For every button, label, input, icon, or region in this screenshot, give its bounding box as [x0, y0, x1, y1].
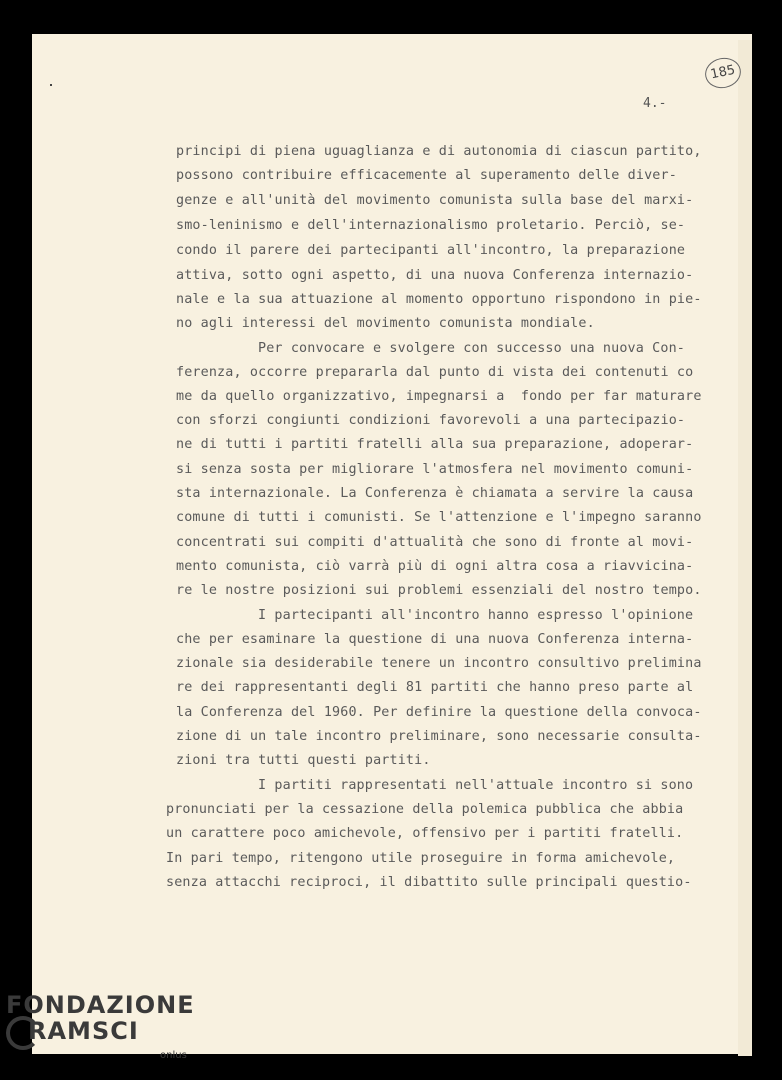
- text-line: senza attacchi reciproci, il dibattito sulle principali questio-: [166, 875, 692, 890]
- text-line: me da quello organizzativo, impegnarsi a fondo per far maturare: [176, 389, 702, 404]
- text-line: re le nostre posizioni sui problemi essenziali del nostro tempo.: [176, 583, 702, 598]
- text-line: Per convocare e svolgere con successo una nuova Con-: [258, 341, 686, 356]
- fondazione-gramsci-watermark: [6, 992, 195, 1044]
- text-line: genze e all'unità del movimento comunista sulla base del marxi-: [176, 193, 694, 208]
- text-line: con sforzi congiunti condizioni favorevoli a una partecipazio-: [176, 413, 686, 428]
- text-line: comune di tutti i comunisti. Se l'attenzione e l'impegno saranno: [176, 510, 702, 525]
- text-line: condo il parere dei partecipanti all'incontro, la preparazione: [176, 243, 686, 258]
- text-line: sta internazionale. La Conferenza è chiamata a servire la causa: [176, 486, 694, 501]
- text-line: concentrati sui compiti d'attualità che sono di fronte al movi-: [176, 535, 694, 550]
- text-line: un carattere poco amichevole, offensivo per i partiti fratelli.: [166, 826, 684, 841]
- watermark-line1: FONDAZIONE: [6, 991, 195, 1019]
- text-line: zionale sia desiderabile tenere un incontro consultivo prelimina: [176, 656, 702, 671]
- text-line: ne di tutti i partiti fratelli alla sua preparazione, adoperar-: [176, 437, 694, 452]
- text-line: I partecipanti all'incontro hanno espresso l'opinione: [258, 608, 694, 623]
- text-line: zione di un tale incontro preliminare, sono necessarie consulta-: [176, 729, 702, 744]
- text-line: la Conferenza del 1960. Per definire la questione della convoca-: [176, 705, 702, 720]
- text-line: re dei rappresentanti degli 81 partiti che hanno preso parte al: [176, 680, 694, 695]
- text-line: possono contribuire efficacemente al superamento delle diver-: [176, 168, 677, 183]
- text-line: attiva, sotto ogni aspetto, di una nuova Conferenza internazio-: [176, 268, 694, 283]
- page-number: 4.-: [643, 96, 667, 111]
- watermark-onlus: onlus: [160, 1050, 187, 1061]
- text-line: mento comunista, ciò varrà più di ogni altra cosa a riavvicina-: [176, 559, 694, 574]
- text-line: ferenza, occorre prepararla dal punto di vista dei contenuti co: [176, 365, 694, 380]
- watermark-line2: RAMSCI: [28, 1017, 139, 1045]
- paper-speck: [50, 84, 52, 86]
- text-line: principi di piena uguaglianza e di autonomia di ciascun partito,: [176, 144, 702, 159]
- text-line: I partiti rappresentati nell'attuale incontro si sono: [258, 778, 694, 793]
- text-line: pronunciati per la cessazione della polemica pubblica che abbia: [166, 802, 684, 817]
- text-line: smo-leninismo e dell'internazionalismo proletario. Perciò, se-: [176, 218, 686, 233]
- text-line: nale e la sua attuazione al momento opportuno rispondono in pie-: [176, 292, 702, 307]
- text-line: zioni tra tutti questi partiti.: [176, 753, 431, 768]
- text-line: no agli interessi del movimento comunista mondiale.: [176, 316, 595, 331]
- text-line: In pari tempo, ritengono utile proseguire in forma amichevole,: [166, 851, 676, 866]
- text-line: si senza sosta per migliorare l'atmosfera nel movimento comuni-: [176, 462, 694, 477]
- g-logo-icon: [6, 1016, 40, 1050]
- archive-stamp: 185: [702, 55, 743, 92]
- page-edge: [738, 40, 752, 1056]
- text-line: che per esaminare la questione di una nuova Conferenza interna-: [176, 632, 694, 647]
